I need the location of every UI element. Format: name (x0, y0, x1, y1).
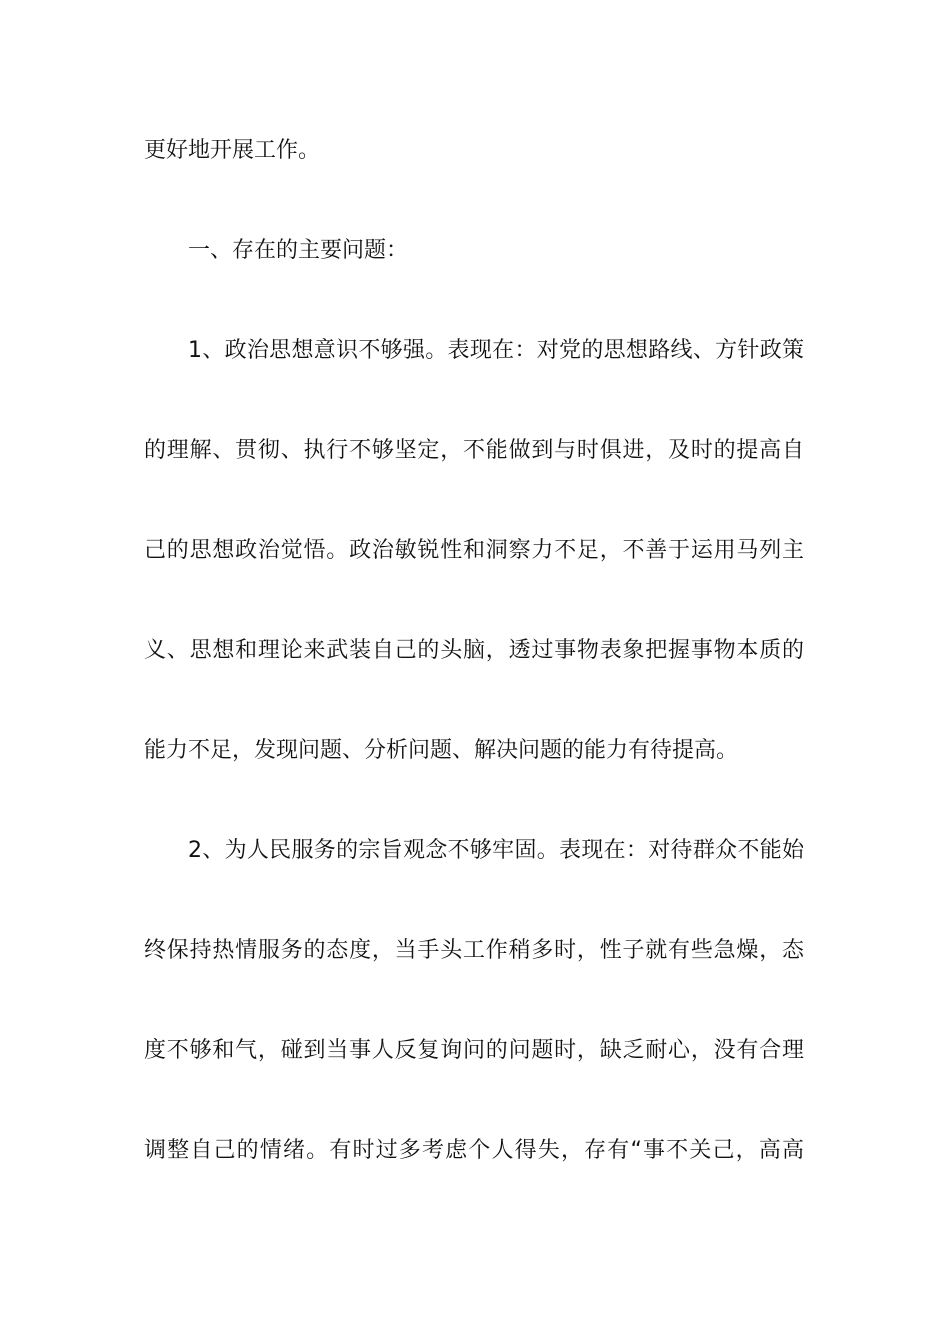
paragraph-2-line-1: 2、为人民服务的宗旨观念不够牢固。表现在：对待群众不能始 (188, 838, 804, 863)
text-line (0, 1131, 950, 1171)
paragraph-2-line-3: 度不够和气，碰到当事人反复询问的问题时，缺乏耐心，没有合理 (144, 1038, 804, 1063)
paragraph-1-line-3: 己的思想政治觉悟。政治敏锐性和洞察力不足，不善于运用马列主 (144, 538, 804, 563)
text-line (0, 331, 950, 371)
text-line (0, 531, 950, 571)
paragraph-ending: 更好地开展工作。 (144, 138, 321, 163)
paragraph-1-line-5: 能力不足，发现问题、分析问题、解决问题的能力有待提高。 (144, 738, 739, 763)
text-line (0, 731, 950, 771)
paragraph-1-line-4: 义、思想和理论来武装自己的头脑，透过事物表象把握事物本质的 (144, 638, 804, 663)
paragraph-1-line-1: 1、政治思想意识不够强。表现在：对党的思想路线、方针政策 (188, 338, 804, 363)
text-line (0, 1031, 950, 1071)
text-line (0, 831, 950, 871)
text-line (0, 231, 950, 271)
text-line (0, 131, 950, 171)
text-line (0, 631, 950, 671)
section-heading: 一、存在的主要问题： (188, 238, 409, 263)
text-line (0, 431, 950, 471)
text-line (0, 931, 950, 971)
paragraph-1-line-2: 的理解、贯彻、执行不够坚定，不能做到与时俱进，及时的提高自 (144, 438, 804, 463)
paragraph-2-line-2: 终保持热情服务的态度，当手头工作稍多时，性子就有些急燥，态 (144, 938, 804, 963)
paragraph-2-line-4: 调整自己的情绪。有时过多考虑个人得失，存有“事不关己，高高 (144, 1138, 804, 1163)
